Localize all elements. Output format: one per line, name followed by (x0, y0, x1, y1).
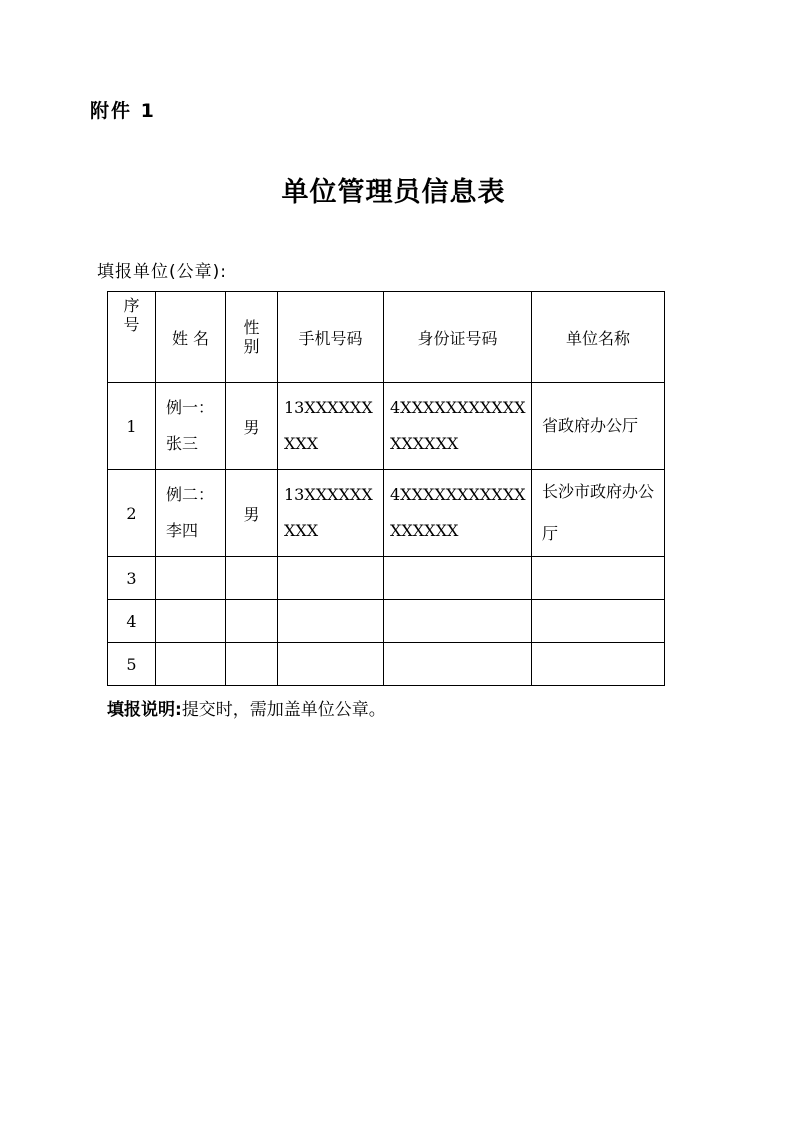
table-row (108, 557, 665, 600)
row-unit (532, 557, 665, 600)
header-id-number: 身份证号码 (384, 292, 532, 383)
row-id-number (384, 600, 532, 643)
filling-note (107, 695, 386, 720)
attachment-label: 附件 1 (90, 100, 156, 122)
row-gender (226, 600, 278, 643)
row-phone (278, 557, 384, 600)
row-phone (278, 600, 384, 643)
row-name (156, 643, 226, 686)
page-title: 单位管理员信息表 (281, 177, 506, 208)
filling-note-label: 填报说明: (107, 700, 182, 720)
row-gender (226, 557, 278, 600)
header-seq: 序号 (108, 292, 156, 383)
header-gender: 性别 (226, 292, 278, 383)
table-row (108, 600, 665, 643)
header-name: 姓 名 (156, 292, 226, 383)
row-unit (532, 600, 665, 643)
row-id-number (384, 643, 532, 686)
filling-note-text: 提交时，需加盖单位公章。 (181, 700, 386, 720)
row-phone (278, 643, 384, 686)
header-unit: 单位名称 (532, 292, 665, 383)
row-unit: 省政府办公厅 (532, 383, 665, 470)
row-name: 例一：张三 (156, 383, 226, 470)
row-phone: 13XXXXXXXXX (278, 383, 384, 470)
row-seq: 2 (108, 470, 156, 557)
row-seq: 4 (108, 600, 156, 643)
row-unit (532, 643, 665, 686)
row-unit: 长沙市政府办公厅 (532, 470, 665, 557)
row-name: 例二：李四 (156, 470, 226, 557)
table-row (108, 383, 665, 470)
table-row (108, 470, 665, 557)
table-row (108, 643, 665, 686)
row-seq: 1 (108, 383, 156, 470)
row-id-number: 4XXXXXXXXXXXXXXXXX (384, 383, 532, 470)
row-gender (226, 643, 278, 686)
row-gender: 男 (226, 383, 278, 470)
row-seq: 3 (108, 557, 156, 600)
row-id-number: 4XXXXXXXXXXXXXXXXX (384, 470, 532, 557)
row-name (156, 557, 226, 600)
row-name (156, 600, 226, 643)
filling-unit-label: 填报单位(公章): (97, 262, 227, 282)
row-gender: 男 (226, 470, 278, 557)
row-phone: 13XXXXXXXXX (278, 470, 384, 557)
admin-info-table (107, 291, 665, 686)
row-seq: 5 (108, 643, 156, 686)
row-id-number (384, 557, 532, 600)
table-header-row (108, 292, 665, 383)
header-phone: 手机号码 (278, 292, 384, 383)
